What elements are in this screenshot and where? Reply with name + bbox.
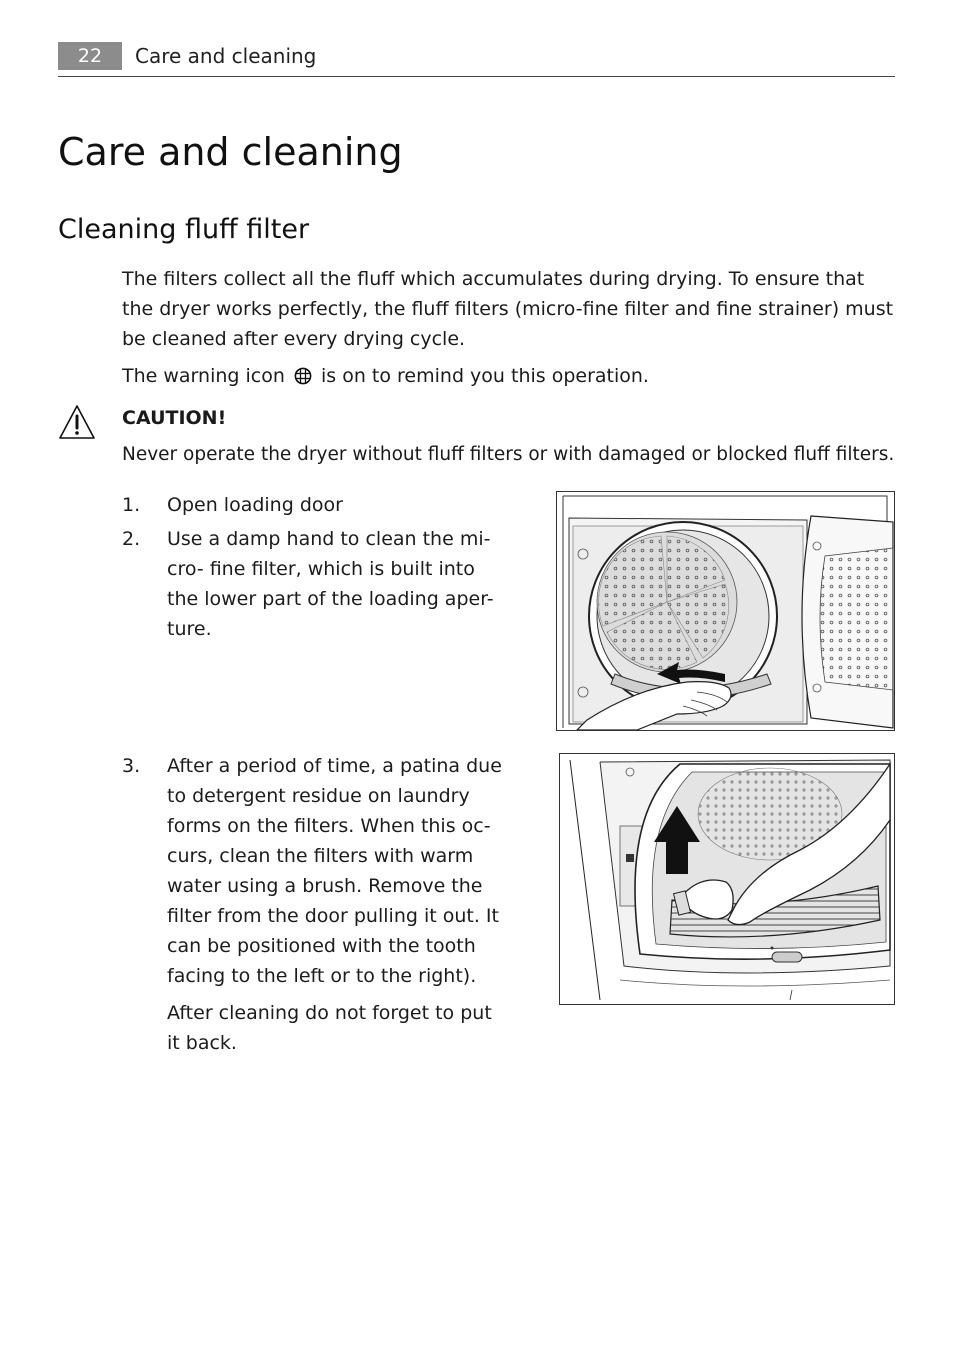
filter-warning-icon xyxy=(294,364,312,394)
step-line: filter from the door pulling it out. It xyxy=(167,905,499,927)
caution-title: CAUTION! xyxy=(122,407,227,429)
note-text xyxy=(167,998,507,1058)
step-number: 3. xyxy=(122,755,141,777)
after-cleaning-note xyxy=(122,998,522,1058)
step-line: forms on the filters. When this oc- xyxy=(167,815,491,837)
step-line: cro- fine filter, which is built into xyxy=(167,558,475,580)
step-line: facing to the left or to the right). xyxy=(167,965,477,987)
step-number: 1. xyxy=(122,494,141,516)
step-line: the lower part of the loading aper- xyxy=(167,588,494,610)
note-line: After cleaning do not forget to put xyxy=(167,1002,492,1024)
warning-text-after: is on to remind you this operation. xyxy=(321,365,649,387)
step-line: Use a damp hand to clean the mi- xyxy=(167,528,491,550)
section-heading: Cleaning fluff filter xyxy=(58,214,310,245)
page-header xyxy=(58,42,895,77)
filter-removal-arrow-illustration xyxy=(559,753,895,1005)
step-number: 2. xyxy=(122,528,141,550)
step-line: water using a brush. Remove the xyxy=(167,875,483,897)
dryer-drum-hand-cleaning-filter-illustration xyxy=(556,491,895,731)
running-header-title: Care and cleaning xyxy=(135,44,317,68)
step-text xyxy=(167,524,507,644)
caution-text: Never operate the dryer without fluff filters or with damaged or blocked fluff filters. xyxy=(122,444,895,465)
step-text xyxy=(167,490,507,520)
step-text xyxy=(167,751,507,991)
caution-triangle-icon xyxy=(58,404,96,440)
warning-icon-paragraph xyxy=(122,361,897,394)
page-number: 22 xyxy=(58,42,122,70)
step-line: ture. xyxy=(167,618,212,640)
step-item xyxy=(122,524,522,644)
step-line: curs, clean the filters with warm xyxy=(167,845,474,867)
step-item xyxy=(122,490,522,520)
page-title: Care and cleaning xyxy=(58,130,403,174)
step-line: Open loading door xyxy=(167,494,343,516)
warning-text-before: The warning icon xyxy=(122,365,285,387)
step-line: can be positioned with the tooth xyxy=(167,935,476,957)
step-line: to detergent residue on laundry xyxy=(167,785,470,807)
step-item xyxy=(122,751,522,991)
intro-paragraph: The filters collect all the fluff which accumulates during drying. To ensure that the dryer works perfectly, the fluff filters (micro-fine filter and fine strainer) must be cleaned after every drying cycle. xyxy=(122,268,894,350)
step-line: After a period of time, a patina due xyxy=(167,755,502,777)
note-line: it back. xyxy=(167,1032,237,1054)
